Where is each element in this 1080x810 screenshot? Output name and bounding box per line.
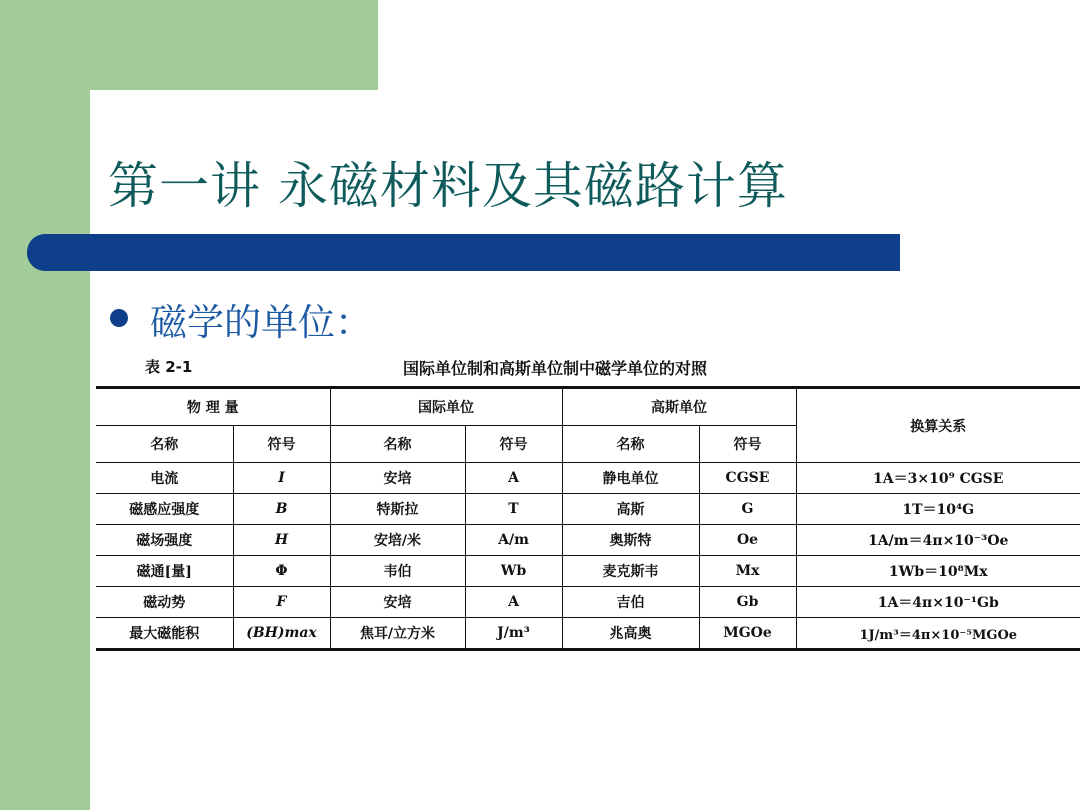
cell-gauss-name: 高斯 <box>562 494 699 525</box>
cell-gauss-symbol: Gb <box>699 587 796 618</box>
cell-conversion: 1T＝10⁴G <box>796 494 1080 525</box>
cell-si-symbol: A/m <box>465 525 562 556</box>
cell-gauss-symbol: Mx <box>699 556 796 587</box>
table-row <box>96 556 1080 587</box>
cell-si-name: 安培/米 <box>330 525 465 556</box>
cell-gauss-symbol: CGSE <box>699 463 796 494</box>
cell-name: 磁感应强度 <box>96 494 233 525</box>
cell-si-symbol: A <box>465 463 562 494</box>
cell-conversion: 1A＝4π×10⁻¹Gb <box>796 587 1080 618</box>
cell-name: 磁通[量] <box>96 556 233 587</box>
cell-name: 最大磁能积 <box>96 618 233 650</box>
cell-gauss-name: 兆高奥 <box>562 618 699 650</box>
subheader-symbol: 符号 <box>233 426 330 463</box>
units-table <box>96 386 1080 651</box>
cell-conversion: 1A＝3×10⁹ CGSE <box>796 463 1080 494</box>
table-row <box>96 525 1080 556</box>
content-corner <box>90 90 142 142</box>
table-number: 表 2-1 <box>145 358 193 376</box>
header-conversion: 换算关系 <box>796 388 1080 463</box>
cell-symbol: B <box>233 494 330 525</box>
cell-conversion: 1J/m³＝4π×10⁻⁵MGOe <box>796 618 1080 650</box>
cell-si-name: 安培 <box>330 463 465 494</box>
subheader-name: 名称 <box>330 426 465 463</box>
cell-si-symbol: T <box>465 494 562 525</box>
header-gauss: 高斯单位 <box>562 388 796 426</box>
cell-conversion: 1Wb＝10⁸Mx <box>796 556 1080 587</box>
cell-si-name: 特斯拉 <box>330 494 465 525</box>
cell-si-symbol: Wb <box>465 556 562 587</box>
bullet-icon <box>110 309 128 327</box>
cell-gauss-name: 奥斯特 <box>562 525 699 556</box>
table-row <box>96 618 1080 650</box>
table-row <box>96 587 1080 618</box>
cell-gauss-name: 麦克斯韦 <box>562 556 699 587</box>
cell-name: 磁动势 <box>96 587 233 618</box>
cell-si-name: 韦伯 <box>330 556 465 587</box>
subheader-symbol: 符号 <box>465 426 562 463</box>
cell-si-symbol: J/m³ <box>465 618 562 650</box>
slide-title: 第一讲 永磁材料及其磁路计算 <box>108 157 788 215</box>
bullet-text: 磁学的单位： <box>150 301 372 344</box>
subheader-symbol: 符号 <box>699 426 796 463</box>
cell-symbol: I <box>233 463 330 494</box>
cell-gauss-name: 静电单位 <box>562 463 699 494</box>
cell-gauss-symbol: Oe <box>699 525 796 556</box>
cell-gauss-symbol: G <box>699 494 796 525</box>
left-accent-strip <box>0 0 90 810</box>
header-si: 国际单位 <box>330 388 562 426</box>
table-row <box>96 463 1080 494</box>
cell-symbol: F <box>233 587 330 618</box>
cell-conversion: 1A/m＝4π×10⁻³Oe <box>796 525 1080 556</box>
title-underline-bar <box>27 234 900 271</box>
cell-symbol: Φ <box>233 556 330 587</box>
cell-si-symbol: A <box>465 587 562 618</box>
cell-name: 磁场强度 <box>96 525 233 556</box>
table-caption: 国际单位制和高斯单位制中磁学单位的对照 <box>403 359 708 378</box>
table-row <box>96 494 1080 525</box>
header-physical: 物 理 量 <box>96 388 330 426</box>
cell-name: 电流 <box>96 463 233 494</box>
cell-gauss-name: 吉伯 <box>562 587 699 618</box>
cell-si-name: 安培 <box>330 587 465 618</box>
subheader-name: 名称 <box>96 426 233 463</box>
cell-symbol: H <box>233 525 330 556</box>
subheader-name: 名称 <box>562 426 699 463</box>
cell-symbol: (BH)max <box>233 618 330 650</box>
cell-si-name: 焦耳/立方米 <box>330 618 465 650</box>
top-accent-block <box>90 0 378 90</box>
table-group-header-row <box>96 388 1080 426</box>
cell-gauss-symbol: MGOe <box>699 618 796 650</box>
